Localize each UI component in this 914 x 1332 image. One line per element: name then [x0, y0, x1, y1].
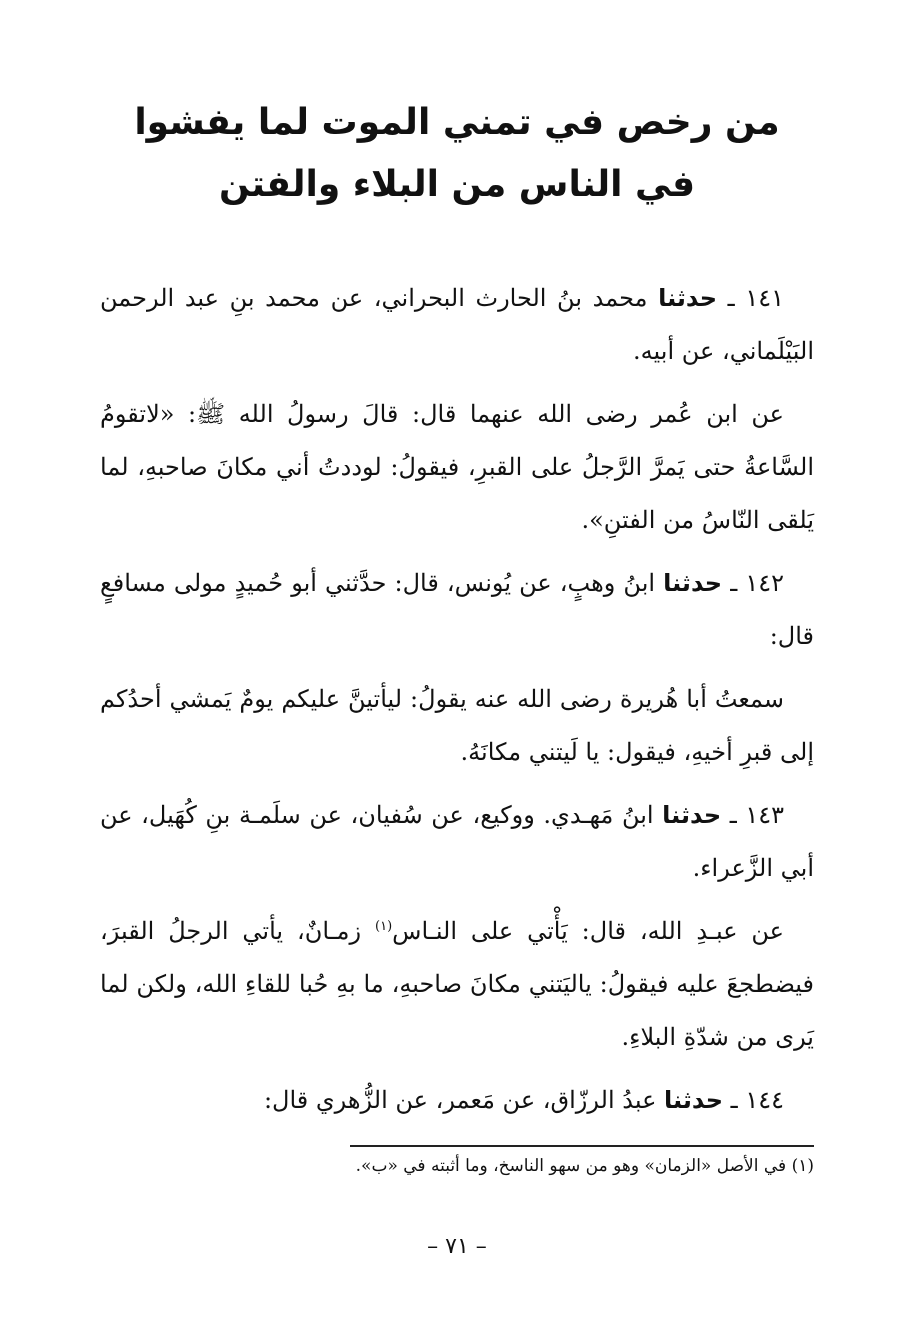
- hadith-number: ١٤٤ ـ: [723, 1086, 784, 1114]
- hadith-text: سمعتُ أبا هُريرة رضى الله عنه يقولُ: ليأتينَّ عليكم يومٌ يَمشي أحدُكم إلى قبرِ أخيهِ، فيقول: يا لَيتني مكانَهُ.: [100, 685, 814, 766]
- footnote-reference[interactable]: (١): [375, 919, 393, 934]
- hadith-keyword: حدثنا: [662, 801, 722, 829]
- hadith-matn-142: [100, 673, 814, 779]
- hadith-text: زمـانٌ، يأتي الرجلُ القبرَ، فيضطجعَ عليه فيقولُ: ياليَتني مكانَ صاحبهِ، ما بهِ حُبا للقاءِ الله، ولكن لما يَرى من شدّةِ البلاءِ.: [100, 917, 814, 1051]
- hadith-number: ١٤١ ـ: [717, 284, 784, 312]
- hadith-keyword: حدثنا: [663, 569, 723, 597]
- hadith-matn-143: [100, 905, 814, 1064]
- hadith-text: عن عبـدِ الله، قال: يَأْتي على النـاس: [392, 917, 785, 945]
- chapter-title-line-1: من رخص في تمني الموت لما يفشوا: [134, 102, 780, 143]
- chapter-title: [100, 92, 814, 216]
- footnote: (١) في الأصل «الزمان» وهو من سهو الناسخ، وما أثبته في «ب».: [355, 1156, 814, 1176]
- hadith-paragraph-142: [100, 557, 814, 663]
- hadith-paragraph-144: [100, 1074, 814, 1127]
- page-number: – ٧١ –: [427, 1234, 487, 1259]
- chapter-title-line-2: في الناس من البلاء والفتن: [218, 164, 696, 205]
- hadith-number: ١٤٢ ـ: [722, 569, 784, 597]
- hadith-keyword: حدثنا: [658, 284, 718, 312]
- body-text: [100, 272, 814, 1137]
- hadith-matn-141: [100, 388, 814, 547]
- footnote-divider: [350, 1145, 814, 1147]
- hadith-paragraph-143: [100, 789, 814, 895]
- hadith-number: ١٤٣ ـ: [721, 801, 784, 829]
- hadith-paragraph-141: [100, 272, 814, 378]
- hadith-text: محمد بنُ الحارث البحراني، عن محمد بنِ عبد الرحمن البَيْلَماني، عن أبيه.: [100, 284, 814, 365]
- hadith-text: عبدُ الرزّاق، عن مَعمر، عن الزُّهري قال:: [263, 1086, 665, 1114]
- hadith-text: ابنُ مَهـدي. ووكيع، عن سُفيان، عن سلَمـة بنِ كُهَيل، عن أبي الزَّعراء.: [100, 801, 814, 882]
- hadith-keyword: حدثنا: [664, 1086, 724, 1114]
- hadith-text: ابنُ وهبٍ، عن يُونس، قال: حدَّثني أبو حُميدٍ مولى مسافعٍ قال:: [100, 569, 814, 650]
- hadith-text: عن ابن عُمر رضى الله عنهما قال: قالَ رسولُ الله ﷺ: «لاتقومُ السَّاعةُ حتى يَمرَّ الرَّجلُ على القبرِ، فيقولُ: لوددتُ أني مكانَ صاحبهِ، لما يَلقى النّاسُ من الفتنِ».: [100, 400, 814, 534]
